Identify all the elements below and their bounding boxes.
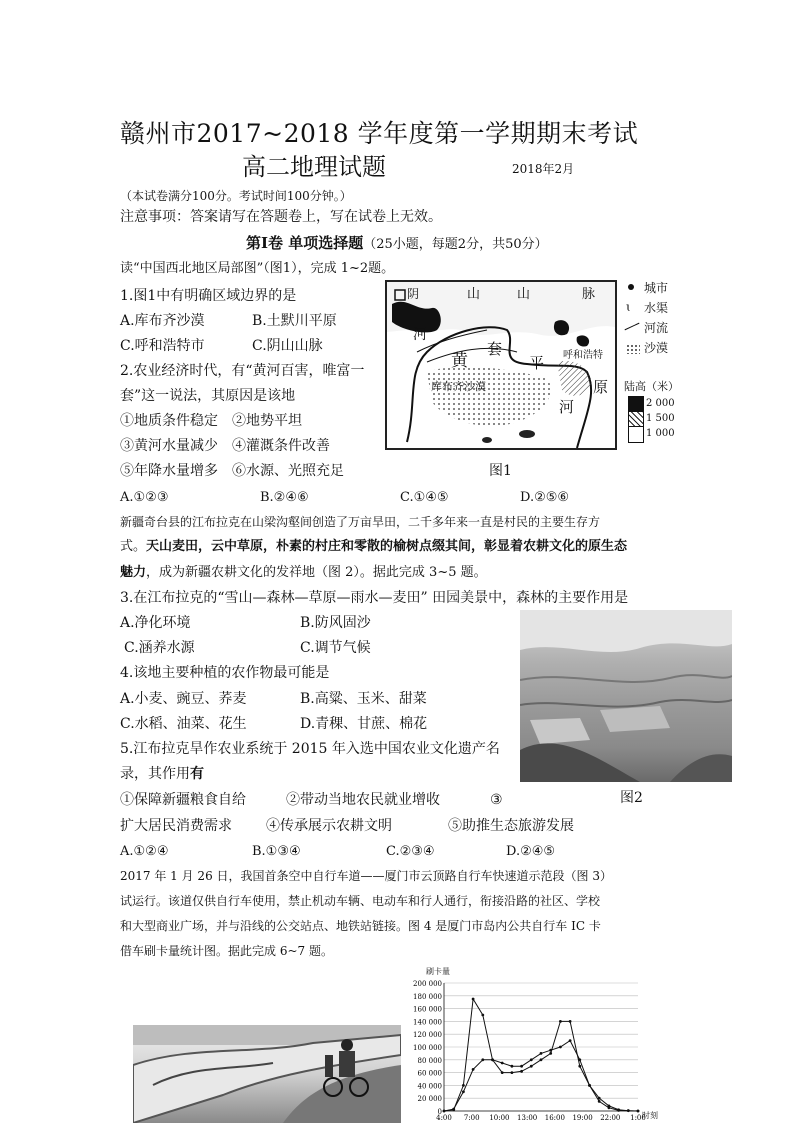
chart-point [608, 1104, 611, 1107]
chart-point [530, 1058, 533, 1061]
q3-option-c: C.涵养水源 [124, 640, 195, 656]
chart-point [501, 1071, 504, 1074]
chart-point [637, 1110, 640, 1113]
chart-point [549, 1049, 552, 1052]
chart-point [549, 1052, 552, 1055]
exam-title: 赣州市2017~2018 学年度第一学期期末考试 [120, 119, 639, 148]
group1-intro: 读“中国西北地区局部图”（图1），完成 1~2题。 [120, 261, 395, 276]
q4-stem: 4.该地主要种植的农作物最可能是 [120, 665, 330, 681]
map-label-shan1: 山 [467, 287, 481, 302]
group2-intro-line3-b: ，成为新疆农耕文化的发祥地（图 2）。据此完成 3~5 题。 [146, 565, 487, 580]
figure1-caption: 图1 [489, 463, 512, 479]
q1-option-a: A.库布齐沙漠 [120, 313, 205, 329]
canal-legend-icon: ɩ [626, 300, 631, 314]
q2-item-6: ⑥水源、光照充足 [232, 463, 344, 479]
chart-x-tick-label: 22:00 [600, 1114, 621, 1122]
chart-point [617, 1108, 620, 1111]
legend-elev-2000: 2 000 [646, 398, 675, 409]
exam-date: 2018年2月 [512, 162, 575, 176]
q5-choice-c: C.②③④ [386, 844, 435, 859]
chart-x-tick-label: 16:00 [544, 1114, 565, 1122]
q5-stem-line2-a: 录，其作用 [120, 766, 190, 782]
group2-intro-line2-b: 天山麦田，云中草原，朴素的村庄和零散的榆树点缀其间，彰显着农耕文化的原生态 [146, 539, 628, 554]
chart-point [540, 1058, 543, 1061]
chart-point [501, 1062, 504, 1065]
q1-option-d: C.阴山山脉 [252, 338, 323, 354]
legend-elev-title: 陆高（米） [624, 380, 679, 393]
legend-elev-1000: 1 000 [646, 428, 675, 439]
q3-option-d: C.调节气候 [300, 640, 371, 656]
chart-y-tick-label: 180 000 [413, 992, 442, 1001]
chart-point [578, 1058, 581, 1061]
chart-y-tick-label: 80 000 [417, 1056, 442, 1065]
chart-x-tick-label: 13:00 [517, 1114, 538, 1122]
q5-stem-line2-b: 有 [190, 766, 204, 782]
q1-stem: 1.图1中有明确区域边界的是 [120, 288, 297, 304]
river-legend-icon [625, 323, 640, 331]
chart-point [598, 1097, 601, 1100]
chart-point [540, 1052, 543, 1055]
chart-x-tick-label: 10:00 [489, 1114, 510, 1122]
section-heading-rest: （25小题，每题2分，共50分） [363, 237, 548, 252]
q2-stem-line2: 套”这一说法，其原因是该地 [120, 388, 296, 404]
city-legend-icon [628, 284, 634, 290]
elev-swatch-low [628, 426, 644, 443]
legend-city: 城市 [644, 281, 669, 295]
chart-point [569, 1039, 572, 1042]
desert-legend-icon [626, 344, 640, 354]
q5-item-4: ④传承展示农耕文明 [266, 818, 392, 834]
chart-point [491, 1058, 494, 1061]
chart-point [578, 1065, 581, 1068]
chart-point [511, 1071, 514, 1074]
map-label-shan2: 山 [517, 287, 531, 302]
section-heading-bold: 第Ⅰ卷 单项选择题 [246, 234, 364, 252]
q4-option-c: C.水稻、油菜、花生 [120, 716, 247, 732]
q5-stem-line2 [120, 765, 204, 783]
chart-y-tick-label: 140 000 [413, 1018, 442, 1027]
group2-intro-line3-a: 魅力 [120, 565, 147, 580]
legend-canal: 水渠 [644, 301, 669, 315]
chart-point [520, 1065, 523, 1068]
landscape-graphic [520, 610, 732, 782]
q2-item-5: ⑤年降水量增多 [120, 463, 218, 479]
chart-y-tick-label: 60 000 [417, 1069, 442, 1078]
chart-point [627, 1109, 630, 1112]
chart-point [530, 1065, 533, 1068]
chart-point [462, 1090, 465, 1093]
q3-option-a: A.净化环境 [120, 615, 191, 631]
q2-stem-line1: 2.农业经济时代，有“黄河百害，唯富一 [120, 363, 365, 379]
q2-choice-d: D.②⑤⑥ [520, 490, 570, 505]
q5-choice-b: B.①③④ [252, 844, 301, 859]
chart-series-line-2 [444, 1041, 638, 1111]
map-graphic [387, 282, 615, 448]
map-label-city: 呼和浩特 [563, 350, 603, 361]
group2-intro-line3 [120, 564, 487, 582]
map-label-tao: 套 [487, 340, 503, 358]
chart-svg [410, 965, 658, 1123]
chart-point [462, 1084, 465, 1087]
attention-note: 注意事项：答案请写在答题卷上，写在试卷上无效。 [120, 209, 442, 225]
group2-intro-line2-a: 式。 [120, 539, 147, 554]
chart-x-axis-label: 时刻 [642, 1111, 658, 1120]
q2-choice-c: C.①④⑤ [400, 490, 449, 505]
q2-item-2: ②地势平坦 [232, 413, 302, 429]
chart-y-tick-label: 100 000 [413, 1044, 442, 1052]
q5-stem-line1: 5.江布拉克旱作农业系统于 2015 年入选中国农业文化遗产名 [120, 741, 500, 757]
exam-note: （本试卷满分100分。考试时间100分钟。） [120, 189, 352, 203]
chart-point [511, 1065, 514, 1068]
chart-point [481, 1014, 484, 1017]
chart-point [598, 1100, 601, 1103]
q2-item-1: ①地质条件稳定 [120, 413, 218, 429]
chart-point [452, 1108, 455, 1111]
q2-choice-a: A.①②③ [120, 490, 169, 505]
group2-intro-line2 [120, 538, 627, 556]
figure1-map [385, 280, 617, 450]
q4-option-b: B.高粱、玉米、甜菜 [300, 691, 427, 707]
q2-item-3: ③黄河水量减少 [120, 438, 218, 454]
bikeway-graphic [133, 1025, 401, 1123]
chart-point [443, 1110, 446, 1113]
chart-point [569, 1020, 572, 1023]
chart-x-tick-label: 1:00 [630, 1114, 646, 1122]
figure4-chart [410, 965, 658, 1123]
map-label-ping: 平 [529, 354, 545, 372]
chart-x-tick-label: 4:00 [436, 1114, 452, 1122]
map-label-huang: 黄 [451, 351, 468, 371]
legend-elev-1500: 1 500 [646, 413, 675, 424]
group3-line2: 试运行。该道仅供自行车使用，禁止机动车辆、电动车和行人通行，衔接沿路的社区、学校 [120, 894, 601, 908]
chart-point [588, 1084, 591, 1087]
map-legend [624, 280, 684, 450]
group3-line1: 2017 年 1 月 26 日，我国首条空中自行车道——厦门市云顶路自行车快速道示范段（图 3） [120, 869, 612, 883]
q1-option-c: C.呼和浩特市 [120, 338, 205, 354]
chart-point [472, 998, 475, 1001]
section-heading [246, 232, 548, 253]
q1-option-b: B.土默川平原 [252, 313, 337, 329]
q5-item-3-cont: 扩大居民消费需求 [120, 818, 232, 834]
legend-river: 河流 [644, 321, 669, 335]
q5-choice-a: A.①②④ [120, 844, 169, 859]
q3-option-b: B.防风固沙 [300, 615, 371, 631]
map-label-he1: 河 [413, 327, 427, 343]
q5-item-2: ②带动当地农民就业增收 [286, 792, 440, 808]
chart-y-tick-label: 200 000 [413, 980, 442, 988]
q3-stem: 3.在江布拉克的“雪山—森林—草原—雨水—麦田” 田园美景中，森林的主要作用是 [120, 590, 629, 606]
group3-line4: 借车刷卡量统计图。据此完成 6~7 题。 [120, 944, 333, 958]
chart-y-tick-label: 120 000 [413, 1031, 442, 1040]
chart-point [559, 1046, 562, 1049]
q2-choice-b: B.②④⑥ [260, 490, 309, 505]
chart-y-axis-label: 刷卡量 [426, 967, 450, 976]
chart-point [520, 1070, 523, 1073]
chart-point [472, 1068, 475, 1071]
chart-point [481, 1058, 484, 1061]
chart-x-tick-label: 7:00 [463, 1114, 480, 1122]
map-label-desert: 库布齐沙漠 [431, 380, 486, 393]
q5-item-5: ⑤助推生态旅游发展 [448, 818, 574, 834]
chart-y-tick-label: 20 000 [417, 1095, 442, 1104]
q2-item-4: ④灌溉条件改善 [232, 438, 330, 454]
chart-x-tick-label: 19:00 [572, 1114, 593, 1122]
figure2-caption: 图2 [620, 790, 643, 806]
q5-item-1: ①保障新疆粮食自给 [120, 792, 246, 808]
group2-intro-line1: 新疆奇台县的江布拉克在山梁沟壑间创造了万亩旱田，二千多年来一直是村民的主要生存方 [120, 515, 601, 529]
q4-option-a: A.小麦、豌豆、荞麦 [120, 691, 247, 707]
chart-y-tick-label: 0 [437, 1108, 442, 1116]
q5-choice-d: D.②④⑤ [506, 844, 556, 859]
q5-item-3: ③ [490, 792, 503, 808]
figure2-photo [520, 610, 732, 782]
chart-y-tick-label: 160 000 [413, 1005, 442, 1014]
exam-subtitle: 高二地理试题 [242, 153, 386, 181]
legend-desert: 沙漠 [644, 341, 669, 355]
map-label-mai: 脉 [582, 287, 596, 302]
chart-point [559, 1020, 562, 1023]
figure3-photo [133, 1025, 401, 1123]
map-label-yin: 阴 [407, 287, 420, 301]
chart-y-tick-label: 40 000 [417, 1082, 442, 1091]
chart-series-line-1 [444, 999, 638, 1111]
map-label-yuan: 原 [593, 378, 609, 396]
map-label-he2: 河 [559, 398, 575, 416]
group3-line3: 和大型商业广场，并与沿线的公交站点、地铁站链接。图 4 是厦门市岛内公共自行车 IC 卡 [120, 919, 601, 933]
q4-option-d: D.青稞、甘蔗、棉花 [300, 716, 428, 732]
